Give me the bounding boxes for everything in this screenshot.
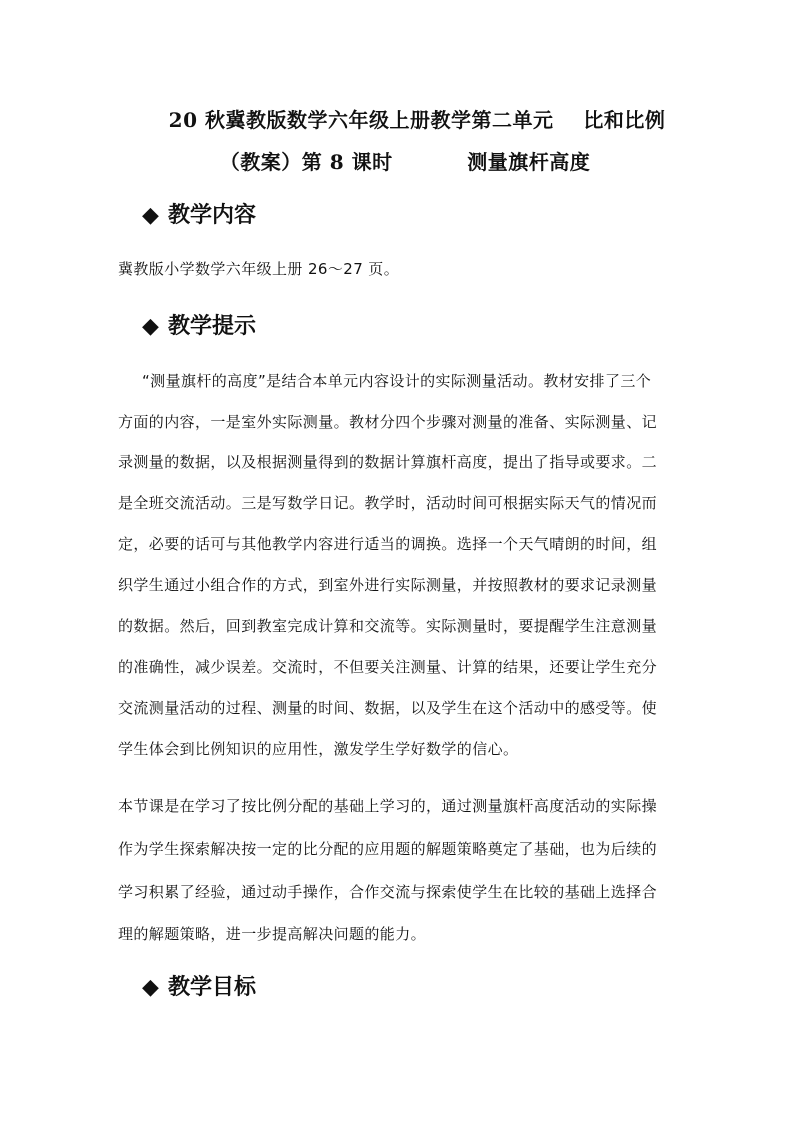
paragraph-line: 是全班交流活动。三是写数学日记。教学时，活动时间可根据实际天气的情况而: [118, 494, 658, 512]
paragraph-line: 的数据。然后，回到教室完成计算和交流等。实际测量时，要提醒学生注意测量: [118, 617, 658, 635]
section-heading-label: 教学内容: [168, 203, 257, 228]
paragraph-line: 本节课是在学习了按比例分配的基础上学习的，通过测量旗杆高度活动的实际操: [118, 797, 658, 815]
paragraph-line: 作为学生探索解决按一定的比分配的应用题的解题策略奠定了基础，也为后续的: [118, 840, 658, 858]
paragraph-line: 织学生通过小组合作的方式，到室外进行实际测量，并按照教材的要求记录测量: [118, 576, 658, 594]
diamond-bullet-icon: ◆: [142, 314, 159, 339]
document-title-line-1: 20 秋冀教版数学六年级上册教学第二单元 比和比例: [168, 108, 666, 132]
diamond-bullet-icon: ◆: [142, 203, 159, 228]
paragraph-line: 方面的内容，一是室外实际测量。教材分四个步骤对测量的准备、实际测量、记: [118, 413, 658, 431]
paragraph-line: 学习积累了经验，通过动手操作，合作交流与探索使学生在比较的基础上选择合: [118, 883, 658, 901]
paragraph-line: 冀教版小学数学六年级上册 26～27 页。: [118, 260, 400, 278]
paragraph-line: 定，必要的话可与其他教学内容进行适当的调换。选择一个天气晴朗的时间，组: [118, 535, 658, 553]
paragraph-line: “测量旗杆的高度”是结合本单元内容设计的实际测量活动。教材安排了三个: [142, 372, 652, 390]
paragraph-line: 的准确性，减少误差。交流时，不但要关注测量、计算的结果，还要让学生充分: [118, 658, 658, 676]
diamond-bullet-icon: ◆: [142, 975, 159, 1000]
paragraph-line: 理的解题策略，进一步提高解决问题的能力。: [118, 925, 427, 943]
paragraph-line: 录测量的数据，以及根据测量得到的数据计算旗杆高度，提出了指导或要求。二: [118, 453, 658, 471]
section-heading-content: [142, 198, 256, 229]
paragraph-line: 学生体会到比例知识的应用性，激发学生学好数学的信心。: [118, 740, 519, 758]
document-title-line-2: （教案）第 8 课时 测量旗杆高度: [219, 150, 591, 174]
section-heading-label: 教学目标: [168, 975, 257, 1000]
paragraph-line: 交流测量活动的过程、测量的时间、数据，以及学生在这个活动中的感受等。使: [118, 699, 658, 717]
section-heading-objectives: [142, 970, 256, 1001]
section-heading-tips: [142, 309, 256, 340]
section-heading-label: 教学提示: [168, 314, 257, 339]
